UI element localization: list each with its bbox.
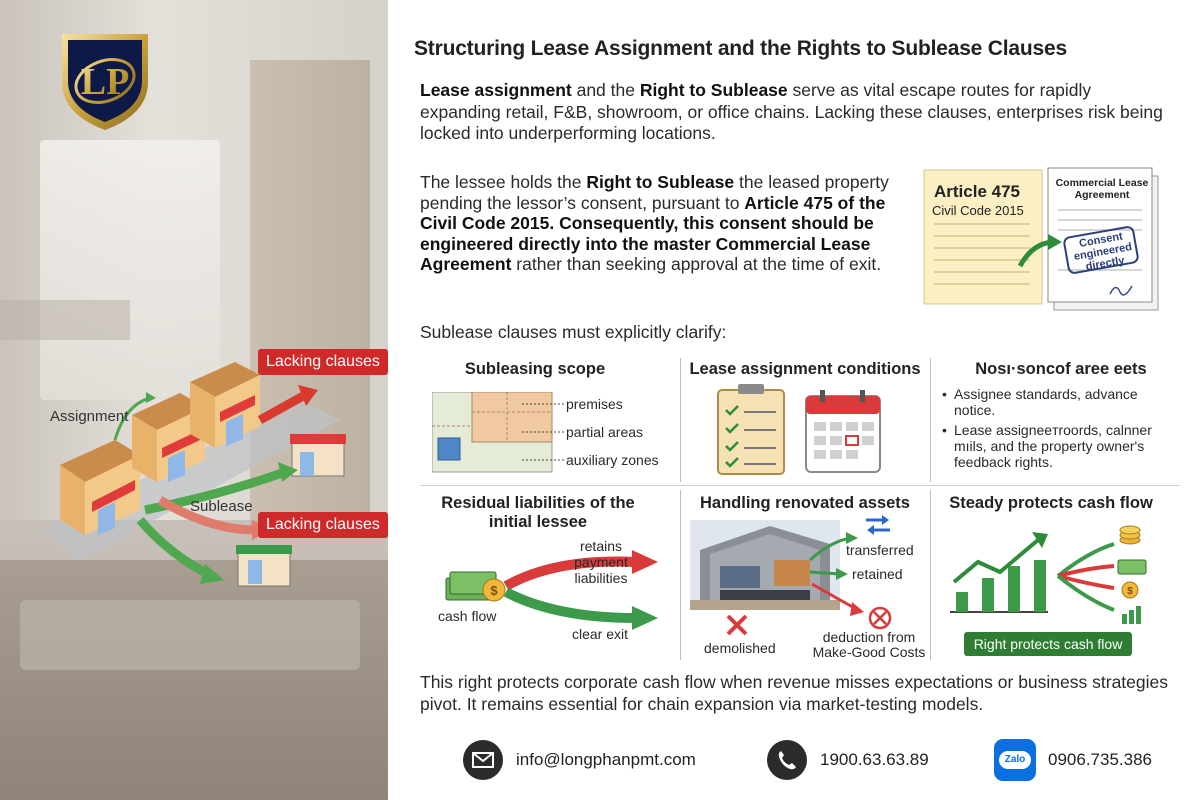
intro-paragraph bbox=[420, 80, 1170, 145]
consent-bold-sublease: Right to Sublease bbox=[586, 172, 735, 192]
steady-cash-flow-title: Steady protects cash flow bbox=[949, 494, 1153, 512]
zalo-icon[interactable] bbox=[994, 739, 1036, 781]
zalo-icon-label: Zalo bbox=[999, 751, 1031, 769]
consent-bold-article: Article 475 of the Civil Code 2015. Consequently, this consent should be engineered directly into the master Commercial Lease Agreement bbox=[420, 192, 886, 274]
shelf bbox=[0, 300, 130, 340]
make-good-label: deduction from Make-Good Costs bbox=[812, 629, 926, 660]
civil-code-label: Civil Code 2015 bbox=[932, 203, 1024, 218]
subleasing-scope-title: Subleasing scope bbox=[464, 360, 606, 378]
consent-paragraph bbox=[420, 172, 915, 275]
bullet-item: • Lease assigneeтroords, calnner mıils, and the property owner's feedback rights. bbox=[942, 422, 1182, 470]
grid-divider bbox=[680, 490, 681, 660]
coin-stack-icon bbox=[1120, 526, 1140, 544]
intro-bold-assignment: Lease assignment bbox=[420, 80, 572, 100]
storefront-flow-illustration bbox=[40, 360, 385, 600]
grid-divider bbox=[930, 358, 931, 482]
floor-plan-map bbox=[432, 392, 567, 474]
zalo-link[interactable]: 0906.735.386 bbox=[1048, 750, 1152, 769]
retains-liabilities-label: retains payment liabilities bbox=[574, 538, 628, 586]
company-logo bbox=[52, 26, 158, 132]
calendar-icon bbox=[806, 390, 880, 472]
growth-chart-illustration bbox=[948, 522, 1150, 630]
svg-text:$: $ bbox=[490, 583, 498, 598]
retained-label: retained bbox=[852, 566, 903, 582]
swap-arrows-icon bbox=[866, 515, 890, 535]
cancel-circle-icon bbox=[870, 608, 890, 628]
third-cell-title: Nosı·soncof aree eets bbox=[975, 360, 1147, 378]
consent-text-1: The lessee holds the bbox=[420, 172, 587, 192]
email-icon[interactable] bbox=[463, 740, 503, 780]
intro-text-1: and the bbox=[571, 80, 640, 100]
sublease-label: Sublease bbox=[190, 498, 253, 515]
demolished-label: demolished bbox=[704, 640, 776, 656]
cross-icon bbox=[728, 616, 746, 634]
consent-stamp: Consent engineered directly bbox=[1073, 230, 1133, 274]
grid-divider bbox=[420, 485, 1180, 486]
mini-bars-icon bbox=[1122, 606, 1141, 624]
email-link[interactable]: info@longphanpmt.com bbox=[516, 750, 696, 769]
svg-text:LP: LP bbox=[80, 61, 130, 103]
page-title: Structuring Lease Assignment and the Rights to Sublease Clauses bbox=[414, 37, 1067, 60]
closing-paragraph: This right protects corporate cash flow when revenue misses expectations or business strategies pivot. It remains essential for chain expansion via market-testing models. bbox=[420, 672, 1168, 714]
transferred-label: transferred bbox=[846, 542, 914, 558]
lacking-clauses-tag-bottom: Lacking clauses bbox=[258, 512, 388, 538]
table bbox=[20, 600, 360, 670]
cash-flow-badge: Right protects cash flow bbox=[964, 632, 1132, 656]
bullet-item: • Assignee standards, advance notice. bbox=[942, 386, 1182, 418]
scope-item-partial-areas: partial areas bbox=[566, 424, 644, 440]
intro-bold-sublease: Right to Sublease bbox=[639, 80, 788, 100]
intro-text-2: serve as vital escape routes for rapidly expanding retail, F&B, showroom, or office chains. Lacking these clauses, enterprises risk being locked into underperforming locations. bbox=[420, 80, 1163, 143]
assignment-conditions-title: Lease assignment conditions bbox=[689, 360, 921, 378]
checklist-calendar-illustration bbox=[716, 384, 884, 476]
lacking-clauses-tag-top: Lacking clauses bbox=[258, 349, 388, 375]
scope-item-premises: premises bbox=[566, 396, 623, 412]
phone-icon[interactable] bbox=[767, 740, 807, 780]
article-475-label: Article 475 bbox=[934, 182, 1020, 201]
phone-link[interactable]: 1900.63.63.89 bbox=[820, 750, 929, 769]
small-shop-right bbox=[290, 434, 346, 476]
consent-text-3: rather than seeking approval at the time of exit. bbox=[511, 254, 882, 274]
svg-text:$: $ bbox=[1127, 586, 1133, 597]
consent-text-2: the leased property pending the lessor’s consent, pursuant to bbox=[420, 172, 889, 213]
small-shop-bottom bbox=[236, 545, 292, 586]
cash-stack-icon bbox=[446, 572, 505, 601]
residual-liabilities-title: Residual liabilities of the initial lessee bbox=[441, 494, 635, 531]
cash-bill-icon bbox=[1118, 560, 1146, 574]
grid-divider bbox=[930, 490, 931, 660]
scope-item-auxiliary-zones: auxiliary zones bbox=[566, 452, 659, 468]
assignment-label: Assignment bbox=[50, 408, 129, 425]
cash-flow-label: cash flow bbox=[438, 608, 497, 624]
clear-exit-label: clear exit bbox=[572, 626, 629, 642]
grid-divider bbox=[680, 358, 681, 482]
agreement-doc-title: Commercial Lease Agreement bbox=[1055, 177, 1149, 201]
background-photo-panel bbox=[0, 0, 388, 800]
third-cell-bullets bbox=[942, 386, 1182, 474]
dollar-coin-icon bbox=[1122, 582, 1138, 598]
renovated-assets-title: Handling renovated assets bbox=[700, 494, 910, 512]
clarify-lead: Sublease clauses must explicitly clarify: bbox=[420, 322, 727, 342]
clipboard-icon bbox=[718, 384, 784, 474]
